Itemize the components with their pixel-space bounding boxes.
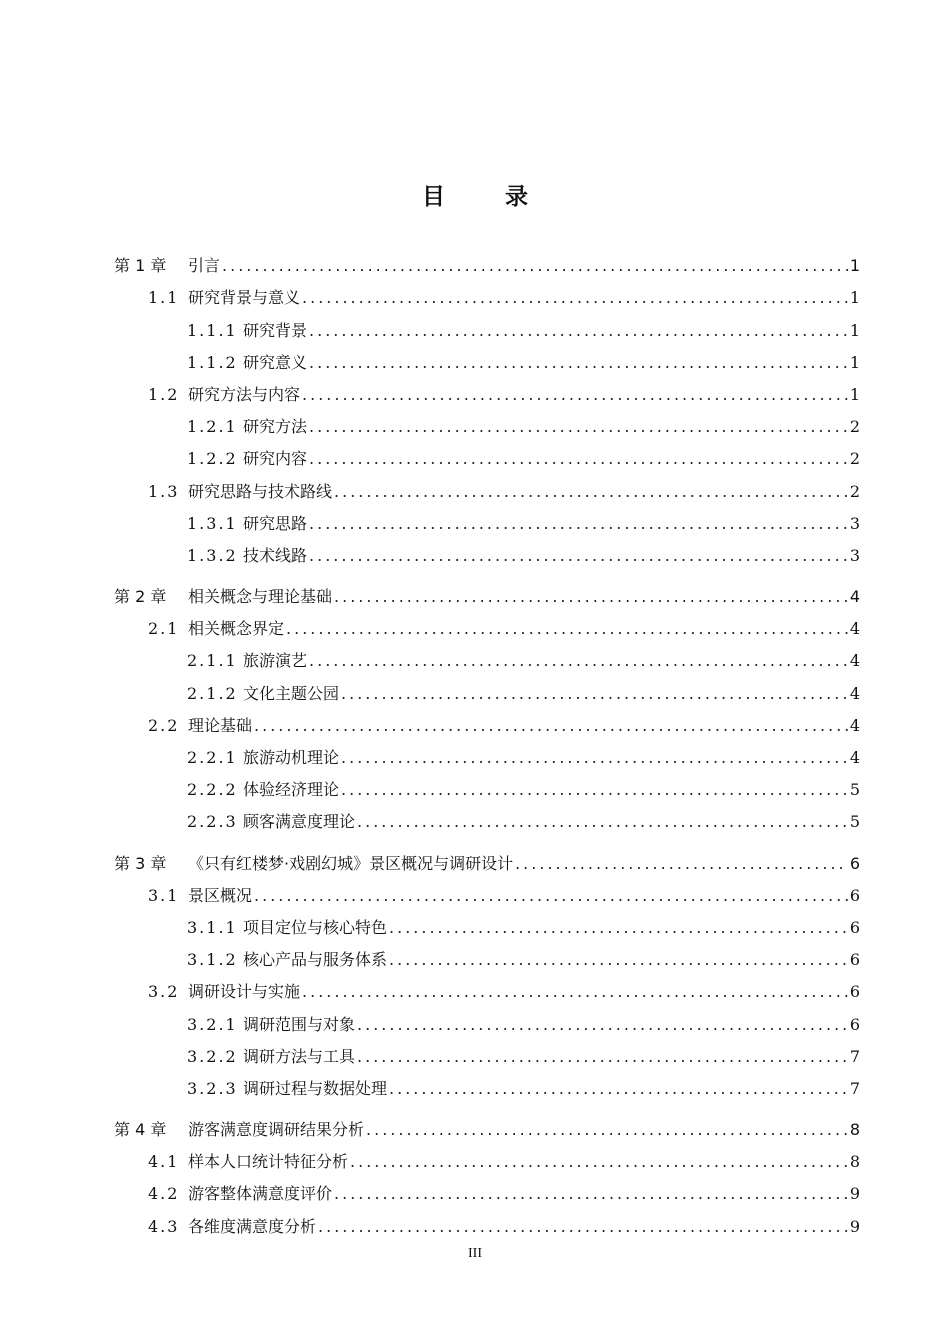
toc-entry-label: 相关概念界定: [188, 619, 285, 639]
toc-entry-page-number: 4: [849, 715, 860, 735]
toc-entry-page-number: 9: [849, 1184, 860, 1204]
toc-entry-label: 引言: [188, 256, 221, 276]
toc-entry-page-number: 6: [849, 982, 860, 1002]
toc-entry-title: [148, 982, 300, 1002]
toc-entry[interactable]: [114, 341, 860, 373]
toc-entry-title: [114, 587, 332, 607]
toc-entry-number: 3.1: [148, 885, 180, 905]
toc-entry[interactable]: [114, 244, 860, 276]
toc-entry-label: 研究方法: [243, 417, 308, 437]
toc-entry[interactable]: [114, 736, 860, 768]
toc-entry-title: [148, 288, 300, 308]
toc-entry-number: 1.2.1: [187, 417, 238, 437]
toc-entry-number: 3.2.2: [187, 1046, 238, 1066]
dot-leader: [302, 385, 848, 405]
toc-entry-label: 顾客满意度理论: [243, 812, 356, 832]
toc-entry-title: [187, 651, 307, 671]
toc-entry-number: 第 1 章: [114, 256, 167, 276]
toc-entry-label: 旅游动机理论: [243, 748, 340, 767]
dot-leader: [389, 950, 848, 970]
toc-entry-number: 1.3: [148, 481, 180, 501]
toc-entry-label: 样本人口统计特征分析: [188, 1152, 349, 1172]
dot-leader: [309, 417, 848, 437]
toc-entry-number: 第 2 章: [114, 587, 167, 607]
toc-entry-label: 调研范围与对象: [243, 1014, 356, 1034]
dot-leader: [341, 780, 848, 800]
toc-entry-number: 2.1.1: [187, 651, 238, 671]
toc-entry-page-number: 6: [849, 885, 860, 905]
toc-entry-page-number: 4: [849, 587, 860, 607]
toc-entry-title: [187, 748, 339, 768]
toc-entry-page-number: 7: [849, 1078, 860, 1098]
toc-entry-number: 2.2.1: [187, 748, 238, 767]
toc-entry-label: 《只有红楼梦·戏剧幻城》景区概况与调研设计: [188, 853, 514, 873]
toc-entry-label: 体验经济理论: [243, 780, 340, 800]
toc-entry-number: 1.1.1: [187, 320, 238, 340]
toc-entry-number: 3.2: [148, 982, 180, 1002]
toc-entry-page-number: 4: [849, 683, 860, 703]
toc-entry-number: 4.2: [148, 1184, 180, 1204]
toc-entry[interactable]: [114, 437, 860, 469]
toc-entry-number: 4.3: [148, 1216, 180, 1236]
dot-leader: [357, 1047, 848, 1067]
title-char-2: 录: [505, 184, 528, 210]
toc-entry-label: 研究思路与技术路线: [188, 481, 333, 501]
toc-entry-page-number: 7: [849, 1046, 860, 1066]
dot-leader: [309, 546, 848, 566]
dot-leader: [366, 1120, 848, 1140]
toc-entry[interactable]: [114, 704, 860, 736]
toc-entry[interactable]: [114, 1002, 860, 1034]
toc-entry-title: [148, 1217, 316, 1237]
toc-entry[interactable]: [114, 938, 860, 970]
dot-leader: [515, 854, 848, 874]
toc-entry-number: 3.1.2: [187, 950, 238, 970]
toc-entry-label: 文化主题公园: [243, 683, 340, 703]
toc-entry-title: [187, 449, 307, 469]
toc-entry-title: [187, 546, 307, 566]
toc-entry-page-number: 3: [849, 513, 860, 533]
toc-entry-page-number: 1: [849, 352, 860, 372]
dot-leader: [350, 1152, 848, 1172]
toc-entry-page-number: 2: [849, 481, 860, 501]
dot-leader: [302, 982, 848, 1002]
toc-entry-title: [187, 1079, 387, 1099]
toc-entry-label: 游客整体满意度评价: [188, 1184, 333, 1204]
toc-entry[interactable]: [114, 405, 860, 437]
toc-entry[interactable]: [114, 502, 860, 534]
toc-entry-label: 研究背景: [243, 320, 308, 340]
toc-entry-page-number: 1: [849, 256, 860, 276]
dot-leader: [318, 1217, 848, 1237]
toc-entry[interactable]: [114, 534, 860, 566]
dot-leader: [309, 321, 848, 341]
page-number-footer: III: [468, 1246, 482, 1261]
toc-entry-page-number: 2: [849, 417, 860, 437]
toc-entry-title: [187, 353, 307, 373]
toc-entry-page-number: 4: [849, 619, 860, 639]
dot-leader: [341, 684, 848, 704]
toc-entry-label: 各维度满意度分析: [188, 1216, 317, 1236]
toc-entry[interactable]: [114, 768, 860, 800]
toc-entry-title: [148, 1152, 348, 1172]
toc-entry-page-number: 4: [849, 748, 860, 767]
toc-entry-label: 景区概况: [188, 885, 253, 905]
toc-entry-title: [114, 1120, 364, 1140]
toc-entry-title: [187, 812, 355, 832]
toc-entry-label: 调研设计与实施: [188, 982, 301, 1002]
toc-entry-number: 3.1.1: [187, 917, 238, 937]
dot-leader: [334, 587, 848, 607]
toc-entry[interactable]: [114, 800, 860, 832]
toc-entry-title: [187, 780, 339, 800]
dot-leader: [254, 716, 848, 736]
toc-entry-title: [114, 256, 220, 276]
toc-entry[interactable]: [114, 841, 860, 873]
toc-entry-page-number: 1: [849, 288, 860, 308]
toc-entry-number: 2.1.2: [187, 683, 238, 703]
page-title: [0, 178, 950, 211]
dot-leader: [341, 748, 848, 768]
toc-entry[interactable]: [114, 575, 860, 607]
toc-entry-label: 理论基础: [188, 715, 253, 735]
toc-entry-number: 1.1.2: [187, 352, 238, 372]
toc-entry[interactable]: [114, 607, 860, 639]
toc-entry-title: [187, 417, 307, 437]
toc-entry-title: [187, 321, 307, 341]
toc-entry[interactable]: [114, 1204, 860, 1236]
toc-entry-title: [148, 482, 332, 502]
toc-entry-label: 旅游演艺: [243, 651, 308, 671]
toc-entry-title: [187, 1015, 355, 1035]
toc-entry-title: [187, 950, 387, 970]
toc-entry-title: [114, 854, 513, 874]
dot-leader: [389, 918, 848, 938]
toc-entry-label: 研究方法与内容: [188, 384, 301, 404]
toc-entry[interactable]: [114, 373, 860, 405]
toc-entry-title: [187, 514, 307, 534]
toc-entry-label: 调研方法与工具: [243, 1046, 356, 1066]
dot-leader: [286, 619, 848, 639]
toc-entry-page-number: 5: [849, 780, 860, 800]
toc-entry[interactable]: [114, 1067, 860, 1099]
toc-entry-page-number: 1: [849, 384, 860, 404]
toc-entry-number: 第 3 章: [114, 853, 167, 873]
toc-entry-page-number: 6: [849, 1014, 860, 1034]
toc-entry-label: 核心产品与服务体系: [243, 950, 388, 970]
toc-entry-number: 第 4 章: [114, 1120, 167, 1140]
toc-entry-page-number: 6: [849, 950, 860, 970]
toc-entry-number: 1.1: [148, 288, 180, 308]
toc-entry[interactable]: [114, 1108, 860, 1140]
dot-leader: [309, 651, 848, 671]
toc-entry-title: [187, 684, 339, 704]
table-of-contents: [114, 244, 860, 1237]
toc-entry-page-number: 6: [849, 917, 860, 937]
toc-entry-label: 研究内容: [243, 449, 308, 469]
dot-leader: [222, 256, 848, 276]
toc-entry-number: 1.3.2: [187, 545, 238, 565]
toc-entry[interactable]: [114, 874, 860, 906]
dot-leader: [254, 886, 848, 906]
toc-entry-page-number: 3: [849, 545, 860, 565]
title-char-1: 目: [422, 184, 445, 210]
toc-entry[interactable]: [114, 1035, 860, 1067]
toc-entry-label: 研究意义: [243, 352, 308, 372]
dot-leader: [309, 353, 848, 373]
toc-entry-label: 相关概念与理论基础: [188, 587, 333, 607]
toc-entry-page-number: 5: [849, 812, 860, 832]
toc-entry-title: [148, 1184, 332, 1204]
toc-entry-title: [148, 886, 252, 906]
toc-entry-title: [187, 1047, 355, 1067]
toc-entry-title: [148, 716, 252, 736]
dot-leader: [309, 449, 848, 469]
toc-entry-label: 调研过程与数据处理: [243, 1078, 388, 1098]
dot-leader: [357, 1015, 848, 1035]
toc-entry-page-number: 1: [849, 320, 860, 340]
toc-entry-number: 1.2: [148, 384, 180, 404]
toc-entry-page-number: 6: [849, 853, 860, 873]
toc-entry-label: 项目定位与核心特色: [243, 917, 388, 937]
toc-entry-number: 2.2: [148, 715, 180, 735]
toc-entry-title: [148, 385, 300, 405]
toc-entry-number: 2.1: [148, 619, 180, 639]
toc-entry-title: [187, 918, 387, 938]
toc-entry[interactable]: [114, 639, 860, 671]
dot-leader: [309, 514, 848, 534]
toc-entry-page-number: 2: [849, 449, 860, 469]
toc-entry-page-number: 4: [849, 651, 860, 671]
toc-entry-number: 1.2.2: [187, 449, 238, 469]
toc-entry-label: 研究思路: [243, 513, 308, 533]
toc-entry[interactable]: [114, 276, 860, 308]
toc-entry-label: 技术线路: [243, 545, 308, 565]
toc-entry-label: 研究背景与意义: [188, 288, 301, 308]
toc-entry-number: 3.2.1: [187, 1014, 238, 1034]
toc-entry-number: 4.1: [148, 1152, 180, 1172]
toc-entry-title: [148, 619, 284, 639]
dot-leader: [334, 482, 848, 502]
toc-entry[interactable]: [114, 469, 860, 501]
dot-leader: [357, 812, 848, 832]
toc-entry[interactable]: [114, 1172, 860, 1204]
toc-entry[interactable]: [114, 970, 860, 1002]
dot-leader: [389, 1079, 848, 1099]
toc-entry-number: 2.2.2: [187, 780, 238, 800]
toc-entry[interactable]: [114, 906, 860, 938]
toc-entry-label: 游客满意度调研结果分析: [188, 1120, 365, 1140]
dot-leader: [334, 1184, 848, 1204]
toc-entry-page-number: 9: [849, 1216, 860, 1236]
toc-entry-number: 1.3.1: [187, 513, 238, 533]
toc-entry-number: 3.2.3: [187, 1078, 238, 1098]
toc-entry-number: 2.2.3: [187, 812, 238, 832]
toc-entry[interactable]: [114, 308, 860, 340]
toc-entry-page-number: 8: [849, 1152, 860, 1172]
toc-entry[interactable]: [114, 1140, 860, 1172]
dot-leader: [302, 288, 848, 308]
toc-entry[interactable]: [114, 671, 860, 703]
toc-entry-page-number: 8: [849, 1120, 860, 1140]
